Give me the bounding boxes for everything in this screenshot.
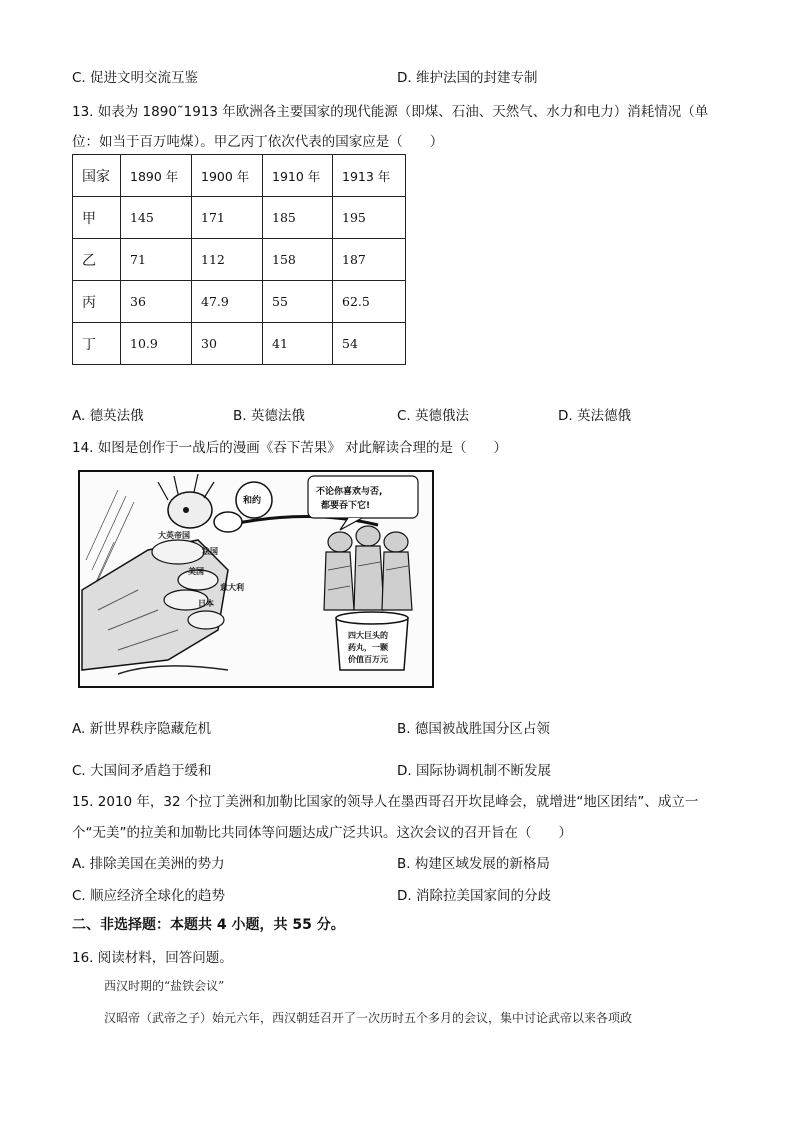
table-cell: 丙 [73, 281, 121, 323]
q13-stem-line2: 位：如当于百万吨煤）。甲乙丙丁依次代表的国家应是（ ） [72, 134, 444, 150]
table-cell: 30 [192, 323, 263, 365]
cartoon-base-line3: 价值百万元 [348, 655, 388, 664]
table-header-cell: 1913 年 [333, 155, 406, 197]
q14-option-d: D. 国际协调机制不断发展 [397, 763, 551, 779]
table-row [73, 281, 406, 323]
q13-option-b: B. 英德法俄 [233, 408, 305, 424]
q16-stem: 16. 阅读材料，回答问题。 [72, 950, 233, 966]
table-cell: 71 [121, 239, 192, 281]
table-row [73, 197, 406, 239]
cartoon-label-france: 法国 [202, 547, 218, 556]
table-cell: 145 [121, 197, 192, 239]
material-line1: 汉昭帝（武帝之子）始元六年，西汉朝廷召开了一次历时五个多月的会议，集中讨论武帝以来各项政 [104, 1011, 633, 1025]
cartoon-label-japan: 日本 [198, 599, 214, 608]
option-d-prev: D. 维护法国的封建专制 [397, 70, 538, 86]
table-header-cell: 1890 年 [121, 155, 192, 197]
q14-stem: 14. 如图是创作于一战后的漫画《吞下苦果》 对此解读合理的是（ ） [72, 440, 508, 456]
table-header-row [73, 155, 406, 197]
table-header-cell: 国家 [73, 155, 121, 197]
table-cell: 41 [263, 323, 333, 365]
material-title: 西汉时期的“盐铁会议” [104, 979, 225, 993]
table-row [73, 323, 406, 365]
q13-option-d: D. 英法德俄 [558, 408, 631, 424]
table-cell: 乙 [73, 239, 121, 281]
table-cell: 112 [192, 239, 263, 281]
cartoon-pill-label: 和约 [243, 496, 262, 506]
q13-option-a: A. 德英法俄 [72, 408, 144, 424]
q15-option-a: A. 排除美国在美洲的势力 [72, 856, 225, 872]
q15-stem-line2: 个“无美”的拉美和加勒比共同体等问题达成广泛共识。这次会议的召开旨在（ ） [72, 825, 572, 841]
table-cell: 185 [263, 197, 333, 239]
option-c-prev: C. 促进文明交流互鉴 [72, 70, 199, 86]
table-row [73, 239, 406, 281]
table-cell: 55 [263, 281, 333, 323]
cartoon-label-italy: 意大利 [220, 583, 244, 592]
table-cell: 171 [192, 197, 263, 239]
table-cell: 36 [121, 281, 192, 323]
q14-option-b: B. 德国被战胜国分区占领 [397, 721, 550, 737]
q13-stem-line1: 13. 如表为 1890˜1913 年欧洲各主要国家的现代能源（即煤、石油、天然气、水力和电力）消耗情况（单 [72, 104, 709, 120]
q15-option-c: C. 顺应经济全球化的趋势 [72, 888, 226, 904]
table-cell: 甲 [73, 197, 121, 239]
energy-table [72, 154, 406, 365]
table-header-cell: 1910 年 [263, 155, 333, 197]
q15-stem-line1: 15. 2010 年，32 个拉丁美洲和加勒比国家的领导人在墨西哥召开坎昆峰会，就增进“地区团结”、成立一 [72, 794, 699, 810]
section-heading: 二、非选择题：本题共 4 小题，共 55 分。 [72, 917, 345, 933]
table-cell: 10.9 [121, 323, 192, 365]
q15-option-d: D. 消除拉美国家间的分歧 [397, 888, 551, 904]
table-cell: 54 [333, 323, 406, 365]
cartoon-speech-line2: 都要吞下它! [321, 501, 371, 511]
q14-option-a: A. 新世界秩序隐藏危机 [72, 721, 212, 737]
q13-option-c: C. 英德俄法 [397, 408, 470, 424]
q14-option-c: C. 大国间矛盾趋于缓和 [72, 763, 212, 779]
q15-option-b: B. 构建区域发展的新格局 [397, 856, 550, 872]
cartoon-base-line2: 药丸，一颗 [348, 643, 388, 652]
table-header-cell: 1900 年 [192, 155, 263, 197]
table-cell: 187 [333, 239, 406, 281]
cartoon-image [78, 470, 434, 688]
table-cell: 丁 [73, 323, 121, 365]
table-cell: 195 [333, 197, 406, 239]
table-cell: 158 [263, 239, 333, 281]
table-cell: 62.5 [333, 281, 406, 323]
table-cell: 47.9 [192, 281, 263, 323]
cartoon-speech-line1: 不论你喜欢与否, [316, 487, 383, 497]
cartoon-label-usa: 美国 [188, 567, 204, 576]
cartoon-label-britain: 大英帝国 [158, 531, 190, 540]
cartoon-base-line1: 四大巨头的 [348, 631, 388, 640]
